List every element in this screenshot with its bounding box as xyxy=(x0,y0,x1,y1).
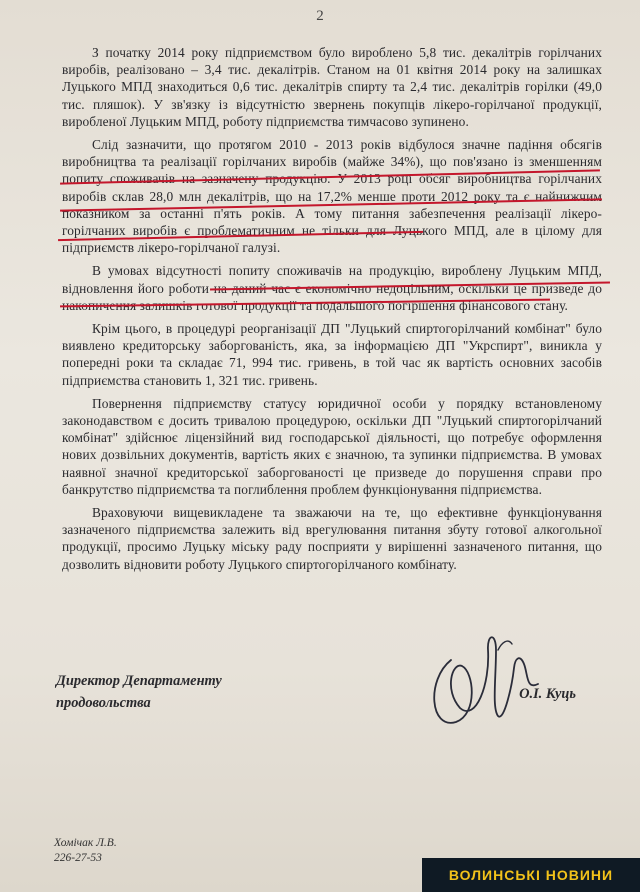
signature-block xyxy=(56,670,586,740)
signatory-title xyxy=(56,670,296,714)
executor-phone: 226-27-53 xyxy=(54,852,102,864)
paragraph-production-2014: З початку 2014 року підприємством було вироблено 5,8 тис. декалітрів горілчаних виробів, реалізовано – 3,4 тис. декалітрів. Станом на 01 квітня 2014 року на залишках Луцького МПД знаходиться 0,6 тис. декалітрів спирту та 2,4 тис. декалітрів горілки (49,0 тис. пляшок). У зв'язку із відсутністю звернень покупців лікеро-горілчаної продукції, виробленої Луцьким МПД, роботу підприємства тимчасово зупинено. xyxy=(62,45,602,129)
page-number: 2 xyxy=(316,8,324,24)
paragraph-decline-2010-2013: Слід зазначити, що протягом 2010 - 2013 років відбулося значне падіння обсягів виробництва та реалізації горілчаних виробів (майже 34%), що пов'язано із зменшенням попиту споживачів на зазначену продукцію. У 2013 році обсяг виробництва горілчаних виробів склав 28,0 млн декалітрів, що на 17,2% менше проти 2012 року та є найнижчим показником за останні п'ять років. А тому питання забезпечення реалізації лікеро-горілчаних виробів є проблематичним не тільки для Луцького МПД, але в цілому для підприємств лікеро-горілчаної галузі. xyxy=(62,137,602,256)
executor-name: Хомічак Л.В. xyxy=(54,837,117,849)
paragraph-creditor-debt: Крім цього, в процедурі реорганізації ДП "Луцький спиртогорілчаний комбінат" було виявлено кредиторську заборгованість, яка, за інформацією ДП "Укрспирт", виникла у попередні роки та складає 71, 994 тис. гривень, в той час як вартість основних засобів підприємства становить 1, 321 тис. гривень. xyxy=(62,321,602,388)
paragraph-legal-status: Повернення підприємству статусу юридичної особи у порядку встановленому законодавством є досить тривалою процедурою, оскільки ДП "Луцький спиртогорілчаний комбінат" здійснює ліцензійний вид господарської діяльності, що потребує оформлення нових дозвільних документів, вартість яких є значною, та зупинки підприємства. В умовах наявної значної кредиторської заборгованості це призведе до порушення справи про банкрутство підприємства та поглиблення проблем функціонування підприємства. xyxy=(62,395,602,497)
paragraph-no-demand: В умовах відсутності попиту споживачів на продукцію, вироблену Луцьким МПД, відновлення його роботи на даний час є економічно недоцільним, оскільки це призведе до накопичення залишків готової продукції та подальшого погіршення фінансового стану. xyxy=(62,263,602,313)
executor-contact xyxy=(54,836,117,866)
signatory-name: О.І. Куць xyxy=(519,686,576,702)
paragraph-request: Враховуючи вищевикладене та зважаючи на те, що ефективне функціонування зазначеного підприємства залежить від врегулювання питання збуту готової алкогольної продукції, просимо Луцьку міську раду посприяти у вирішенні зазначеного питання, що дозволить відновити роботу Луцького спиртогорілчаного комбінату. xyxy=(62,505,602,572)
signatory-title-line2: продовольства xyxy=(56,695,151,711)
signatory-title-line1: Директор Департаменту xyxy=(56,673,222,689)
news-watermark: ВОЛИНСЬКІ НОВИНИ xyxy=(422,858,640,892)
handwritten-signature xyxy=(416,620,556,740)
letter-body xyxy=(62,44,602,579)
